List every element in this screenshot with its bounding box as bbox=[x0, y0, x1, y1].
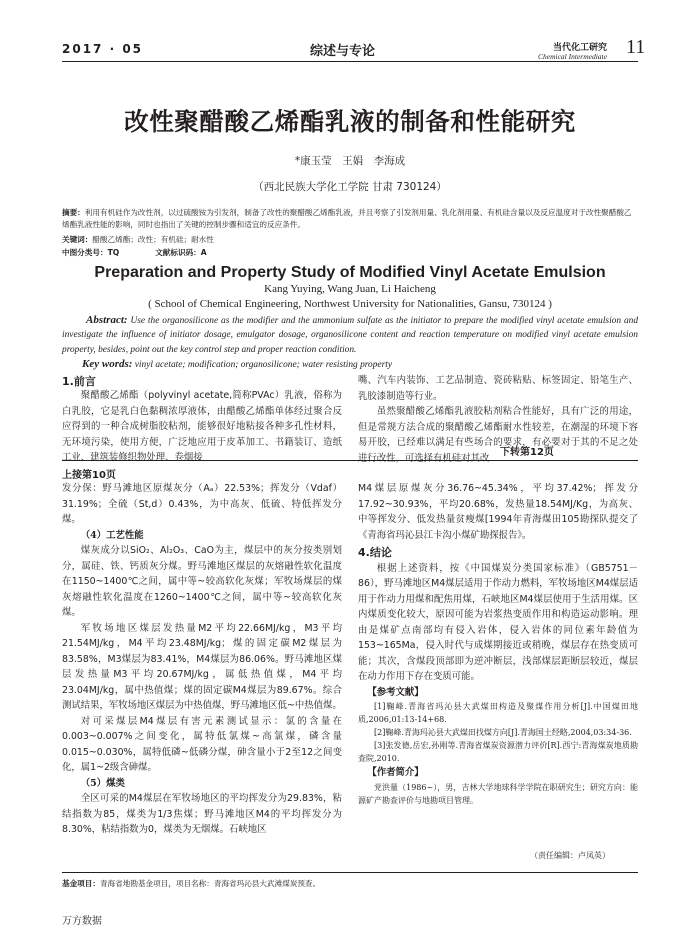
journal-name-en: Chemical Intermediate bbox=[538, 52, 607, 61]
abstract-cn-text: 利用有机硅作为改性剂，以过硫酸铵为引发剂，制备了改性的聚醋酸乙烯酯乳液，并且考察了引发剂用量、乳化剂用量、有机硅含量以及反应温度对于改性聚醋酸乙烯酯乳液性能的影响，同时也指出了关键的控制步骤和适宜的反应条件。 bbox=[62, 208, 632, 229]
footnote-divider bbox=[62, 872, 638, 873]
keywords-cn bbox=[62, 234, 638, 246]
intro-left-column bbox=[62, 388, 342, 466]
keywords-cn-label: 关键词： bbox=[62, 235, 93, 244]
article-title: 改性聚醋酸乙烯酯乳液的制备和性能研究 bbox=[124, 107, 576, 136]
english-abstract: Abstract: Use the organosilicone as the modifier and the ammonium sulfate as the initiator to prepare the modified vinyl acetate emulsion and investigate the influence of initiator dosage, emulgator dosage, organosilicone content and reaction temperature on modified vinyl acetate emulsion property, besides, point out the key control step and proper reaction condition. bbox=[62, 314, 639, 355]
authors: *康玉莹 王娟 李海成 bbox=[294, 155, 406, 167]
intro-heading: 1.前言 bbox=[62, 375, 96, 388]
doc-code-value: A bbox=[200, 248, 207, 257]
reference-item: [3]张发德,岳宏,孙刚等.青海省煤炭资源潜力评价[R].西宁:青海煤炭地质勘查院,2010. bbox=[358, 741, 638, 763]
coal-paragraph: 全区可采的M4煤层在军牧场地区的平均挥发分为29.83%，粘结指数为85，煤类为1/3焦煤；野马滩地区M4的平均挥发分为8.30%，粘结指数为0，煤类为无烟煤。石峡地区 bbox=[62, 793, 342, 835]
page-number: 11 bbox=[626, 36, 646, 58]
english-authors: Kang Yuying, Wang Juan, Li Haicheng bbox=[264, 283, 436, 295]
editor-note: （责任编辑：卢凤英） bbox=[530, 851, 610, 860]
abstract-cn bbox=[62, 207, 638, 231]
keywords-cn-text: 醋酸乙烯酯；改性；有机硅；耐水性 bbox=[92, 235, 214, 244]
english-affiliation: ( School of Chemical Engineering, Northwest University for Nationalities, Gansu, 730124 ) bbox=[148, 298, 552, 310]
intro-right-column bbox=[358, 373, 638, 466]
subheading-coal-type: （5）煤类 bbox=[80, 777, 125, 789]
section-name: 综述与专论 bbox=[310, 44, 376, 59]
fund-text: 青海省地勘基金项目，项目名称：青海省玛沁县大武滩煤炭预查。 bbox=[99, 879, 321, 888]
reference-item: [1]鞠峰.青海省玛沁县大武煤田构造及聚煤作用分析[J].中国煤田地质,2006,01:13-14+68. bbox=[358, 702, 638, 724]
author-bio-text: 党洪量（1986~），男，吉林大学地球科学学院在职研究生；研究方向：能源矿产勘查评价与地勘项目管理。 bbox=[358, 782, 638, 805]
english-keywords-label: Key words bbox=[82, 358, 129, 370]
fund-note bbox=[62, 878, 320, 889]
journal-name bbox=[538, 40, 607, 61]
conclusion-paragraph: 根据上述资料，按《中国煤炭分类国家标准》（GB5751－86），野马滩地区M4煤层适用于作动力燃料，军牧场地区M4煤层适用于作动力用煤和配焦用煤，石峡地区M4煤层使用于生活用煤。区内煤质变化较大，原因可能为岩浆热变质作用和构造运动影响。理由是煤矿点南部均有侵入岩体，侵入岩体的同位素年龄值为153~165Ma，侵入时代与成煤期接近或稍晚，煤层存在热变质可能；其次，含煤段顶部即为逆冲断层，浅部煤层距断层较近，煤层在动力作用下存在变质可能。 bbox=[358, 562, 638, 682]
intro-paragraph-2: 虽然聚醋酸乙烯酯乳液胶粘剂粘合性能好，具有广泛的用途，但是常规方法合成的聚醋酸乙烯酯耐水性较差，在潮湿的环境下容易开胶，已经难以满足有些场合的要求，有必要对于其的不足之处进行改性，可选择有机硅对其改 bbox=[358, 406, 638, 464]
english-title: Preparation and Property Study of Modified Vinyl Acetate Emulsion bbox=[94, 264, 606, 281]
watermark: 万方数据 bbox=[62, 916, 102, 927]
continued-note: 下转第12页 bbox=[500, 447, 554, 458]
english-keywords: Key words: vinyl acetate; modification; organosilicone; water resisting property bbox=[82, 358, 393, 370]
doc-code-label: 文献标识码： bbox=[155, 248, 201, 257]
fund-label: 基金项目： bbox=[62, 879, 100, 888]
section-divider bbox=[62, 460, 638, 461]
journal-name-cn: 当代化工研究 bbox=[552, 43, 607, 53]
coal-left-column bbox=[62, 481, 342, 838]
reference-item: [2]鞠峰.青海玛沁县大武煤田找煤方向[J].青海国土经略,2004,03:34-36. bbox=[374, 728, 632, 737]
references-list bbox=[358, 700, 638, 765]
affiliation: （西北民族大学化工学院 甘肃 730124） bbox=[253, 181, 447, 193]
intro-paragraph-cont: 嘴、汽车内装饰、工艺品制造、瓷砖粘贴、标签固定、铅笔生产、乳胶漆制造等行业。 bbox=[358, 375, 638, 402]
author-bio bbox=[358, 781, 638, 807]
english-abstract-text: Use the organosilicone as the modifier and the ammonium sulfate as the initiator to prepare the modified vinyl acetate emulsion and investigate the influence of initiator dosage, emulgator dosage, organosilicone content and reaction temperature on modified vinyl acetate emulsion property, besides, point out the key control step and proper reaction condition. bbox=[62, 316, 639, 355]
classification-label: 中图分类号： bbox=[62, 248, 108, 257]
abstract-cn-label: 摘要： bbox=[62, 208, 85, 217]
coal-paragraph: 发分保：野马滩地区原煤灰分（Aₐ）22.53%；挥发分（Vdaf）31.19%；全硫（St,d）0.43%，为中高灰、低硫、特低挥发分煤。 bbox=[62, 483, 342, 525]
subheading-process: （4）工艺性能 bbox=[80, 529, 144, 541]
conclusion-heading: 4.结论 bbox=[358, 546, 392, 559]
issue-date: 2017 · 05 bbox=[62, 42, 144, 56]
english-keywords-text: vinyl acetate; modification; organosilicone; water resisting property bbox=[134, 360, 393, 370]
english-abstract-label: Abstract bbox=[86, 314, 124, 326]
coal-paragraph: 对可采煤层M4煤层有害元素测试显示：氯的含量在0.003~0.007%之间变化，属特低氯煤~高氯煤，磷含量0.015~0.030%，属特低磷~低磷分煤，砷含量小于2至12之间变化，属1~2级含砷煤。 bbox=[62, 715, 342, 773]
coal-right-column bbox=[358, 481, 638, 807]
classification-value: TQ bbox=[107, 248, 120, 257]
coal-paragraph: 煤灰成分以SiO₂、Al₂O₃、CaO为主，煤层中的灰分按类别划分，属硅、铁、钙质灰分煤。野马滩地区煤层的灰熔融性软化温度在1150~1400℃之间，属中等~较高软化灰煤；军牧场煤层的煤灰熔融性软化温度在1260~1400℃之间，属中等~较高软化灰煤。 bbox=[62, 545, 342, 618]
coal-paragraph: M4煤层原煤灰分36.76~45.34%，平均37.42%；挥发分17.92~30.93%，平均20.68%，发热量18.54MJ/Kg，为高灰、中等挥发分、低发热量贫瘦煤[1994年青海煤田105勘探队提交了《青海省玛沁县江卡沟小煤矿勘探报告》。 bbox=[358, 483, 638, 541]
header-divider bbox=[62, 61, 638, 62]
classification bbox=[62, 247, 638, 259]
continued-from-note: 上接第10页 bbox=[62, 470, 116, 481]
intro-paragraph: 聚醋酸乙烯酯（polyvinyl acetate,简称PVAc）乳液，俗称为白乳胶，它是乳白色黏稠浓厚液体，由醋酸乙烯酯单体经过聚合反应得到的一种合成树脂胶粘剂，能够很好地粘接各种多孔性材料，无环境污染，使用方便，广泛地应用于皮革加工、书籍装订、造纸工业、建筑装修织物处理、卷烟接 bbox=[62, 390, 342, 463]
coal-paragraph: 军牧场地区煤层发热量M2平均22.66MJ/kg，M3平均21.54MJ/kg，M4平均23.48MJ/kg；煤的固定碳M2煤层为83.58%，M3煤层为83.41%，M4煤层为86.06%。野马滩地区煤层发热量M3平均20.67MJ/kg，属低热值煤，M4平均23.04MJ/kg，属中热值煤；煤的固定碳M4煤层为89.67%。综合测试结果，军牧场地区煤层为中热值煤，野马滩地区低~中热值煤。 bbox=[62, 622, 342, 711]
references-heading: 【参考文献】 bbox=[367, 686, 424, 698]
author-bio-heading: 【作者简介】 bbox=[367, 767, 424, 778]
